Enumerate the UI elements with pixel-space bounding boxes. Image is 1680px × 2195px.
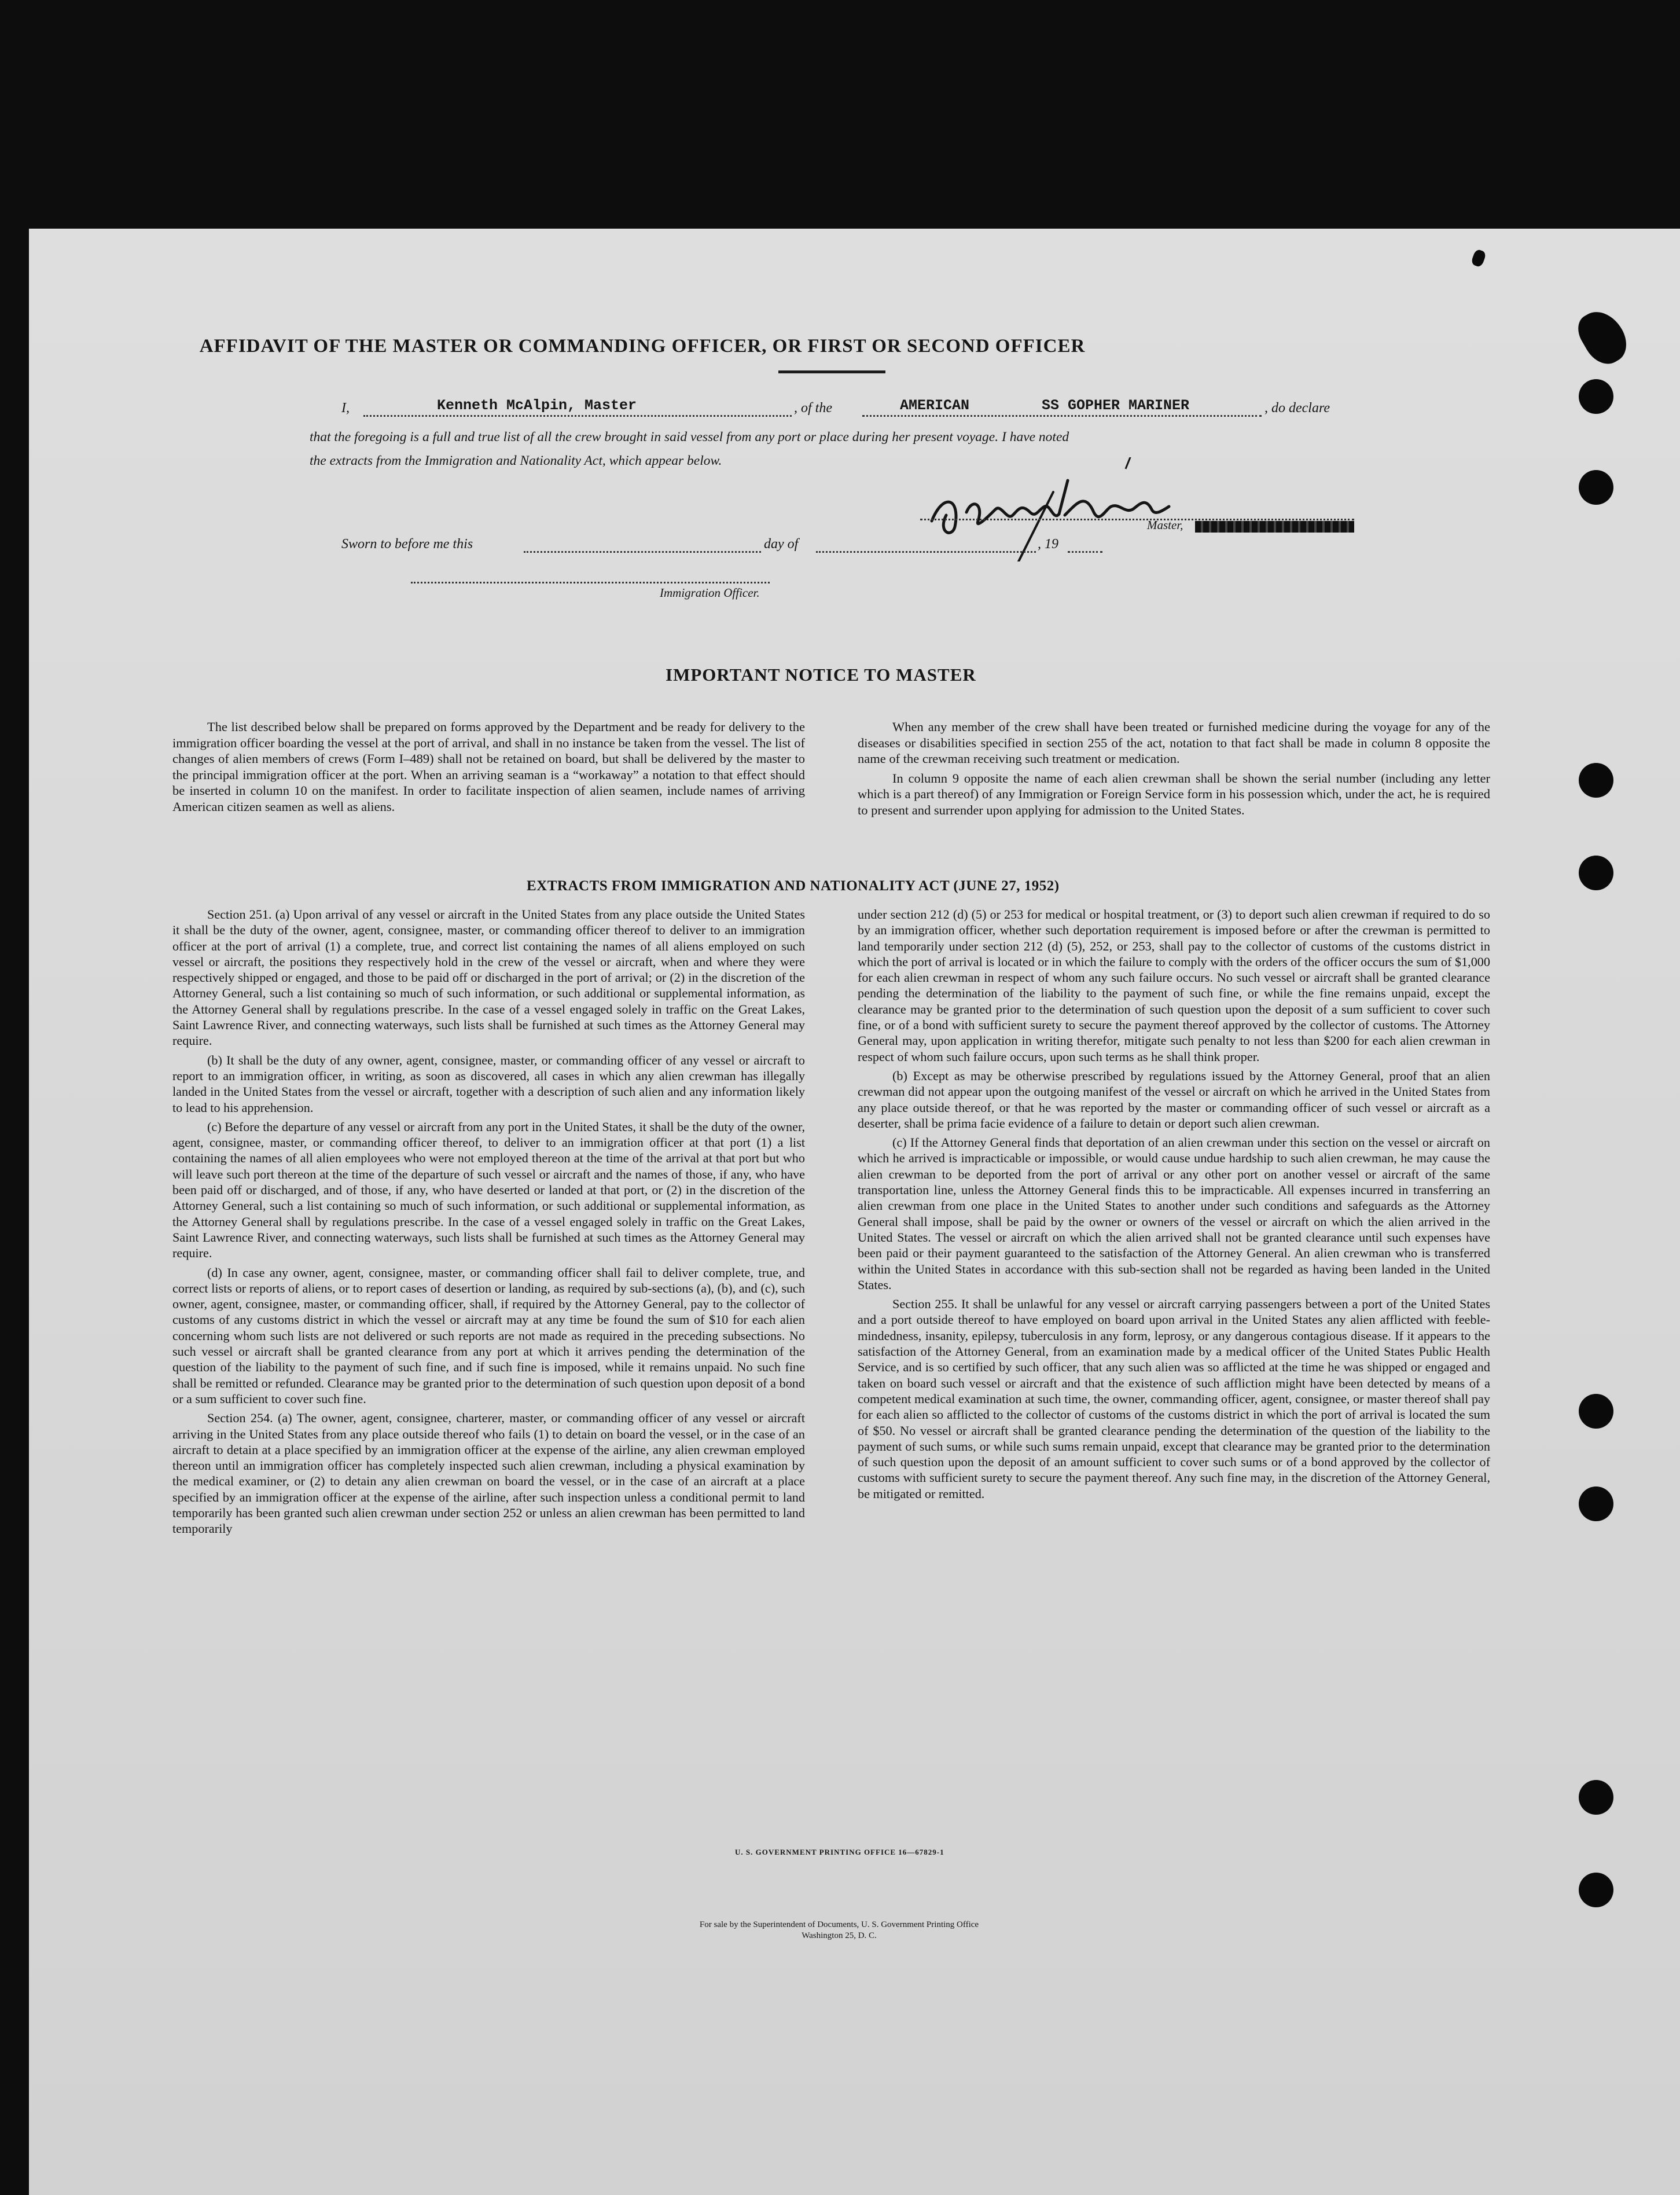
of-the-label: , of the (794, 401, 832, 416)
day-of-label: day of (764, 537, 799, 552)
punch-hole (1579, 763, 1613, 798)
year-label: , 19 (1038, 537, 1058, 552)
section-251-a: Section 251. (a) Upon arrival of any vessel or aircraft in the United States from any place outside the United States it shall be the duty of the owner, agent, consignee, master, or commanding officer thereof to deliver to an immigration officer at the port of arrival (1) a complete, true, and correct list containing the names of all aliens employed on such vessel or aircraft, the positions they respectively hold in the crew of the vessel or aircraft, when and where they were respectively shipped or engaged, and those to be paid off or discharged in the port of arrival; or (2) in the discretion of the Attorney General, such a list containing so much of such information, or such additional or supplemental information, as the Attorney General shall by regulations prescribe. In the case of a vessel engaged solely in traffic on the Great Lakes, Saint Lawrence River, and connecting waterways, such lists shall be furnished at such times as the Attorney General may require. (172, 907, 805, 1048)
signature-line (920, 518, 1354, 520)
sale-notice (521, 1919, 1157, 1941)
section-254-b: (b) Except as may be otherwise prescribed by regulations issued by the Attorney General, proof that an alien crewman did not appear upon the outgoing manifest of the vessel or aircraft on which he arrived in the United States from any place outside thereof, or that he was reported by the master or commanding officer of such vessel or aircraft as a deserter, shall be prima facie evidence of a failure to detain or deport such alien crewman. (858, 1068, 1490, 1130)
officer-label: Immigration Officer. (660, 586, 760, 600)
do-declare-label: , do declare (1264, 401, 1330, 416)
sworn-day-line (524, 550, 761, 553)
notice-title: IMPORTANT NOTICE TO MASTER (666, 665, 976, 685)
struck-out-text (1195, 521, 1354, 533)
sworn-year-line (1068, 550, 1102, 553)
notice-left-paragraph: The list described below shall be prepared on forms approved by the Department and be ready for delivery to the immigration officer boarding the vessel at the port of arrival, and shall in no instance be taken from the vessel. The list of changes of alien members of crews (Form I–489) shall not be retained on board, but shall be delivered by the master to the principal immigration officer at the port. When an arriving seaman is a “workaway” a notation to that effect should be inserted in column 10 on the manifest. In order to facilitate inspection of alien seamen, include names of arriving American citizen seamen as well as aliens. (172, 720, 805, 814)
officer-signature-line (411, 581, 770, 583)
notice-right-paragraph-2: In column 9 opposite the name of each alien crewman shall be shown the serial number (including any letter which is a part thereof) of any Immigration or Foreign Service form in his possession which, under the act, he is required to present and surrender upon applying for admission to the United States. (858, 770, 1490, 817)
notice-right (858, 719, 1490, 822)
punch-hole (1579, 1486, 1613, 1521)
sworn-month-line (816, 550, 1036, 553)
printing-office-line: U. S. GOVERNMENT PRINTING OFFICE 16—67829-1 (735, 1848, 944, 1856)
section-251-b: (b) It shall be the duty of any owner, agent, consignee, master, or commanding officer of any vessel or aircraft to report to an immigration officer, in writing, as soon as discovered, all cases in which any alien crewman has illegally landed in the United States from the vessel or aircraft, together with a description of such alien and any information likely to lead to his apprehension. (172, 1052, 805, 1115)
punch-hole (1579, 1780, 1613, 1815)
notice-right-paragraph-1: When any member of the crew shall have been treated or furnished medicine during the voyage for any of the diseases or disabilities specified in section 255 of the act, notation to that fact shall be made in column 8 opposite the name of the crewman receiving such treatment or medication. (858, 720, 1490, 766)
declaration-line-1: that the foregoing is a full and true list of all the crew brought in said vessel from any port or place during her present voyage. I have noted (310, 430, 1069, 445)
name-field-line (363, 414, 792, 417)
show-through (1482, 590, 1489, 605)
sale-line-1: For sale by the Superintendent of Documents, U. S. Government Printing Office (699, 1920, 979, 1929)
section-251-c: (c) Before the departure of any vessel or aircraft from any port in the United States, it shall be the duty of the owner, agent, consignee, master, or commanding officer thereof, to deliver to an immigration officer at that port (1) a list containing the names of all alien employees who were not employed thereon at the time of the arrival at that port but who will leave such port thereon at the time of the departure of such vessel or aircraft and the names of those, if any, who have been paid off or discharged, and of those, if any, who have deserted or landed at that port, or (2) in the discretion of the Attorney General, such a list containing so much of such information, or such additional or supplemental information, as the Attorney General shall by regulations prescribe. In the case of a vessel engaged solely in traffic on the Great Lakes, Saint Lawrence River, and connecting waterways, such lists shall be furnished at such times as the Attorney General may require. (172, 1119, 805, 1261)
section-251-d: (d) In case any owner, agent, consignee, master, or commanding officer shall fail to deliver complete, true, and correct lists or reports of aliens, or to report cases of desertion or landing, as required by sub-sections (a), (b), and (c), such owner, agent, consignee, master, or commanding officer, shall, if required by the Attorney General, pay to the collector of customs of any customs district in which the vessel or aircraft may at any time be found the sum of $10 for each alien concerning whom such lists are not delivered or such reports are not made as required in the preceding subsections. No such vessel or aircraft shall be granted clearance from any port at which it arrives pending the determination of the question of the liability to the payment of such fine, and if such fine is imposed, while it remains unpaid. No such fine shall be remitted or refunded. Clearance may be granted prior to the determination of such question upon deposit of a bond or a sum sufficient to cover such fine. (172, 1265, 805, 1406)
section-255: Section 255. It shall be unlawful for any vessel or aircraft carrying passengers between a port of the United States and a port outside thereof to have employed on board upon arrival in the United States any alien afflicted with feeble-mindedness, insanity, epilepsy, tuberculosis in any form, leprosy, or any dangerous contagious disease. If it appears to the satisfaction of the Attorney General, from an examination made by a medical officer of the United States Public Health Service, and is so certified by such officer, that any such alien was so afflicted at the time he was shipped or engaged and taken on board such vessel or aircraft and that the existence of such affliction might have been detected by means of a competent medical examination at such time, the owner, commanding officer, agent, consignee, or master thereof shall pay for each alien so afflicted to the collector of customs of the customs district in which the port of arrival is located the sum of $50. No vessel or aircraft shall be granted clearance pending the determination of the question of the liability to the payment of such sums, or while such sums remain unpaid, except that clearance may be granted prior to the determination of such question upon the deposit of an amount sufficient to cover such sums or of a bond approved by the collector of customs with sufficient surety to secure the payment thereof. Any such fine may, in the discretion of the Attorney General, be mitigated or remitted. (858, 1297, 1490, 1501)
punch-hole (1579, 1394, 1613, 1429)
extracts-right-column (858, 906, 1490, 1505)
intro-i: I, (341, 401, 350, 416)
title-rule (778, 370, 885, 373)
section-254-a-continued: under section 212 (d) (5) or 253 for medical or hospital treatment, or (3) to deport such alien crewman if required to do so by an immigration officer, whether such deportation requirement is imposed before or after the crewman is permitted to land temporarily under section 212 (d) (5), 252, or 253, shall pay to the collector of customs of the customs district in which the port of arrival is located or in which the failure to comply with the orders of the officer occurs the sum of $1,000 for each alien crewman in respect of whom any such failure occurs. No such vessel or aircraft shall be granted clearance pending the determination of the liability to the payment of such fine, or while the fine remains unpaid, except the clearance may be granted prior to the determination of such question upon the deposit of a sum sufficient to cover such fine, or of a bond with sufficient surety to secure the payment thereof approved by the collector of customs. The Attorney General may, upon application in writing therefor, mitigate such penalty to not less than $200 for each alien crewman in respect of whom such failure occurs, upon such terms as he shall think proper. (858, 907, 1490, 1064)
sale-line-2: Washington 25, D. C. (802, 1931, 877, 1940)
master-label: Master, (1147, 518, 1183, 532)
section-254-a: Section 254. (a) The owner, agent, consignee, charterer, master, or commanding officer of any vessel or aircraft arriving in the United States from any place outside thereof who fails (1) to detain on board the vessel, or in the case of an aircraft to detain at a place specified by an immigration officer at the expense of the airline, any alien crewman employed thereon until an immigration officer has completely inspected such alien crewman, including a physical examination by the medical examiner, or (2) to detain any alien crewman on board the vessel, or in the case of an aircraft at a place specified by an immigration officer at the expense of the airline, after such inspection unless a conditional permit to land temporarily has been granted such alien crewman under section 252 or unless an alien crewman has been permitted to land temporarily (172, 1411, 805, 1536)
affidavit-title: AFFIDAVIT OF THE MASTER OR COMMANDING OFFICER, OR FIRST OR SECOND OFFICER (199, 336, 1086, 357)
vessel-name: SS GOPHER MARINER (1042, 397, 1190, 414)
punch-hole (1579, 379, 1613, 414)
punch-hole (1579, 1873, 1613, 1907)
sworn-label: Sworn to before me this (341, 537, 473, 552)
punch-hole (1579, 856, 1613, 890)
extracts-left-column (172, 906, 805, 1540)
section-254-c: (c) If the Attorney General finds that deportation of an alien crewman under this section on the vessel or aircraft on which he arrived is impracticable or impossible, or would cause undue hardship to such alien crewman, he may cause the alien crewman to be deported from the port of arrival or any other port on another vessel or aircraft of the same transportation line, unless the Attorney General finds this to be impracticable. All expenses incurred in transferring an alien crewman from one place in the United States to another under such conditions and safeguards as the Attorney General shall impose, shall be paid by the owner or owners of the vessel or aircraft on which the alien arrived in the United States. The vessel or aircraft on which the alien arrived shall not be granted clearance until such expenses have been paid or their payment guaranteed to the satisfaction of the Attorney General. An alien crewman who is transferred within the United States in accordance with this sub-section shall not be regarded as having been landed in the United States. (858, 1135, 1490, 1292)
vessel-field-line (862, 414, 1262, 417)
master-name: Kenneth McAlpin, Master (437, 397, 637, 414)
extracts-title: EXTRACTS FROM IMMIGRATION AND NATIONALITY ACT (JUNE 27, 1952) (527, 878, 1060, 894)
declaration-line-2: the extracts from the Immigration and Nationality Act, which appear below. (310, 453, 722, 468)
notice-left (172, 719, 805, 818)
punch-hole (1579, 470, 1613, 505)
vessel-nationality: AMERICAN (900, 397, 970, 414)
